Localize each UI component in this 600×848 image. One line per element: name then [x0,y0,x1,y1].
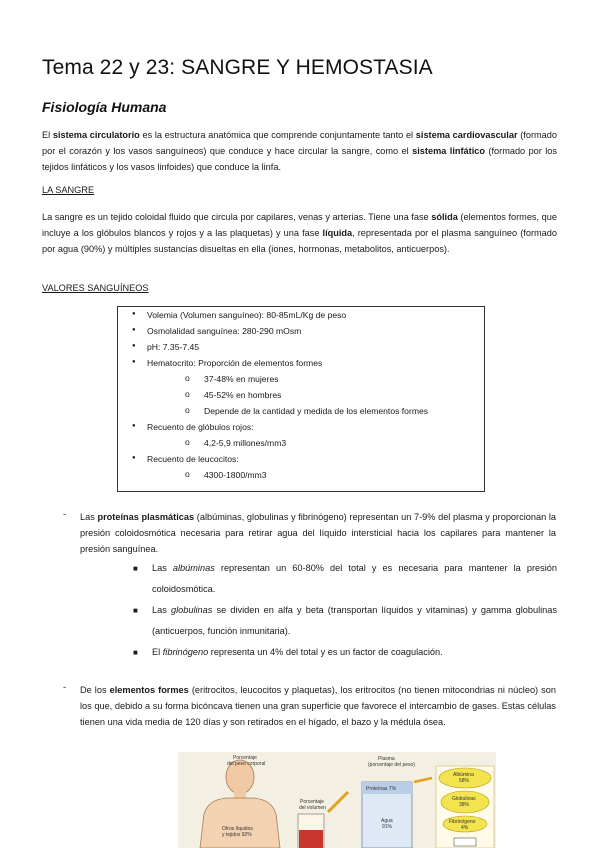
list-subitem: o Depende de la cantidad y medida de los elementos formes [204,406,428,416]
fig-label: Plasma [378,756,395,762]
fig-label: Otros líquidos [222,826,253,832]
fig-label: 91% [382,824,393,830]
fig-label: (porcentaje del peso) [368,762,415,768]
fig-label: Globulinas [452,796,476,802]
page-subtitle: Fisiología Humana [42,99,167,115]
list-item: ● Volemia (Volumen sanguíneo): 80-85mL/Kg de peso [147,310,346,320]
list-item: ● Osmolalidad sanguínea: 280-290 mOsm [147,326,301,336]
list-item: ● Recuento de leucocitos: [147,454,239,464]
valores-box [117,306,485,492]
list-subitem: o 37-48% en mujeres [204,374,279,384]
fig-label: del volumen [299,805,326,811]
proteinas-paragraph: Las proteínas plasmáticas (albúminas, globulinas y fibrinógeno) representan un 7-9% del plasma y proporcionan la presión coloidosmótica necesaria para retirar agua del líquido intersticial hacia los capilares para mantener la presión sanguínea. [80,512,556,554]
section-heading-sangre: LA SANGRE [42,185,95,195]
list-subitem: o 45-52% en hombres [204,390,281,400]
fig-label: Porcentaje [233,755,257,761]
fig-label: Albúmina [453,772,474,778]
fig-label: 38% [459,802,470,808]
dash-marker: - [63,682,67,692]
fig-label: 4% [461,825,469,831]
fig-label: Fibrinógeno [449,819,476,825]
sangre-paragraph: La sangre es un tejido coloidal fluido que circula por capilares, venas y arterias. Tiene una fase sólida (elementos formes, que incluye a los glóbulos blancos y rojos y a las plaquetas) y una fase líquida, representada por el plasma sanguíneo (formado por agua (90%) y múltiples sustancias disueltas en ella (iones, hormonas, metabolitos, anticuerpos). [42,212,557,254]
square-bullet-icon: ■ [133,564,138,573]
fibrinogeno-item: El fibrinógeno representa un 4% del total y es un factor de coagulación. [152,647,443,657]
fig-label: Porcentaje [300,799,324,805]
elementos-paragraph: De los elementos formes (eritrocitos, leucocitos y plaquetas), los eritrocitos (no tienen mitocondrias ni núcleo) son los que, debido a su forma bicóncava tienen una gran superficie que favorece el intercambio de gases. Estas células tienen una vida media de 120 días y son retirados en el hígado, el bazo y la médula ósea. [80,685,556,727]
list-item: ● Hematocrito: Proporción de elementos formes [147,358,322,368]
globulinas-item: Las globulinas se dividen en alfa y beta (transportan líquidos y vitaminas) y gamma globulinas (anticuerpos, función inmunitaria). [152,605,557,636]
fig-label: 58% [459,778,470,784]
blood-tube-icon [298,814,324,848]
square-bullet-icon: ■ [133,606,138,615]
dash-marker: - [63,509,67,519]
fig-label: del peso corporal [227,761,266,767]
blood-composition-figure [178,752,496,848]
square-bullet-icon: ■ [133,648,138,657]
list-subitem: o 4300-1800/mm3 [204,470,267,480]
fig-label: Proteínas 7% [366,786,397,792]
list-item: ● pH: 7.35-7.45 [147,342,199,352]
list-item: ● Recuento de glóbulos rojos: [147,422,254,432]
intro-paragraph: El sistema circulatorio es la estructura anatómica que comprende conjuntamente tanto el sistema cardiovascular (formado por el corazón y los vasos sanguíneos) que conduce y hace circular la sangre, como el sistema linfático (formado por los tejidos linfáticos y los vasos linfoides) que conduce la linfa. [42,130,558,172]
fig-label: y tejidos 92% [222,832,252,838]
section-heading-valores: VALORES SANGUÍNEOS [42,283,149,293]
page-title: Tema 22 y 23: SANGRE Y HEMOSTASIA [42,56,433,79]
list-subitem: o 4,2-5,9 millones/mm3 [204,438,286,448]
albuminas-item: Las albúminas representan un 60-80% del total y es necesaria para mantener la presión coloidosmótica. [152,563,557,594]
fig-label: Agua [381,818,393,824]
